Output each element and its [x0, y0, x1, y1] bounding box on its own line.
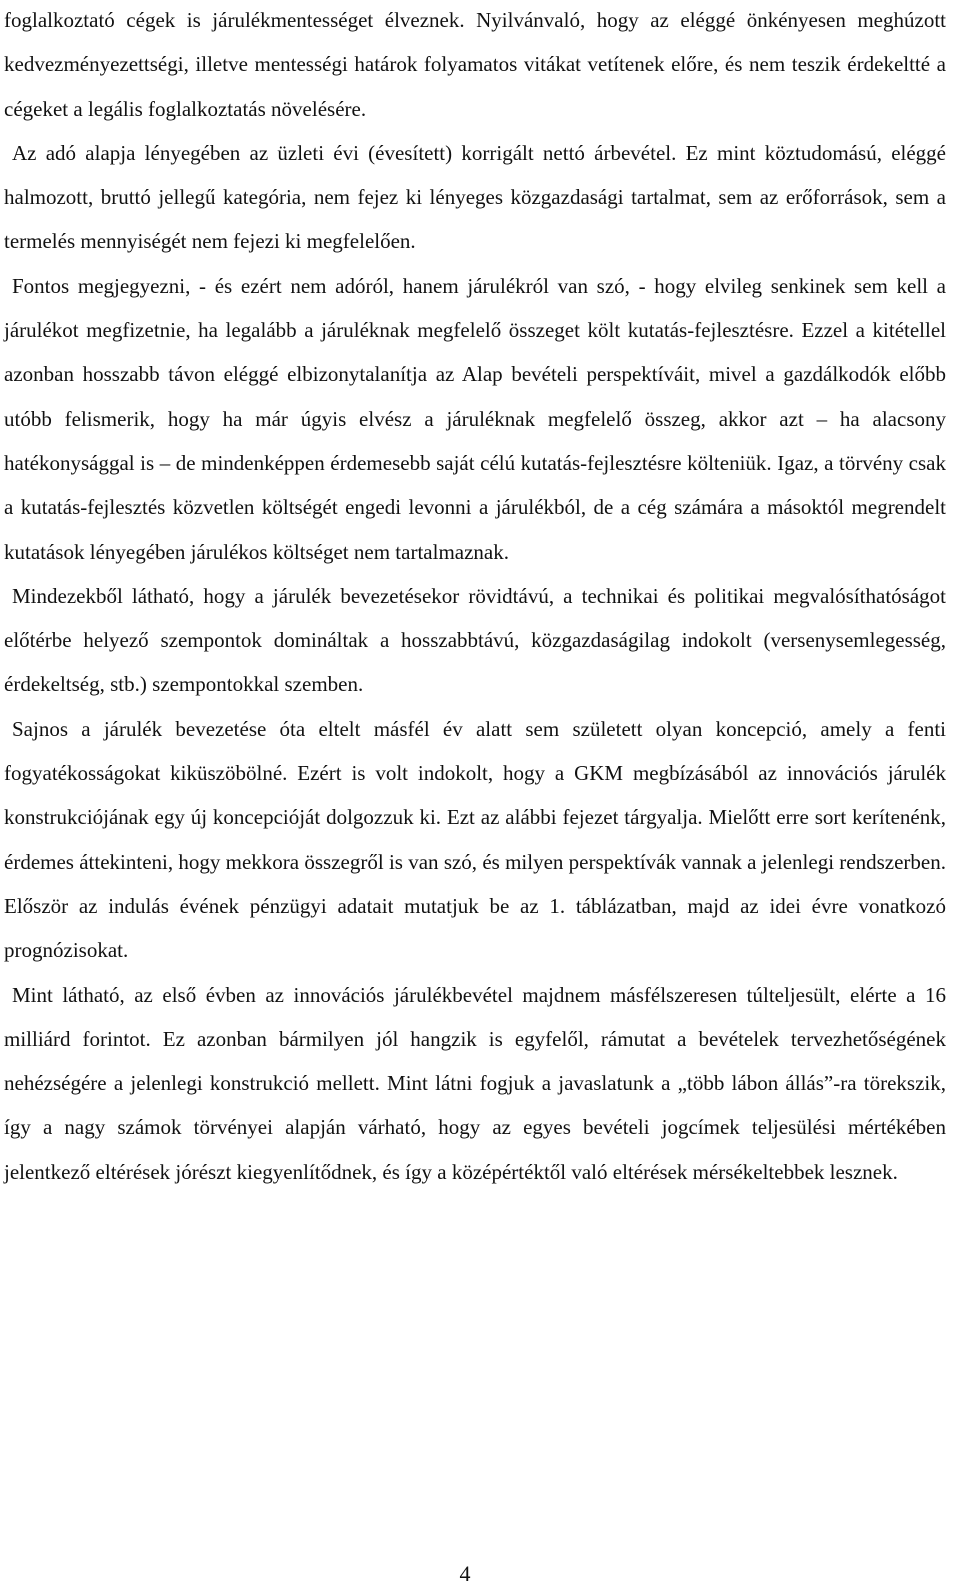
paragraph-4: Mindezekből látható, hogy a járulék bevezetésekor rövidtávú, a technikai és politikai megvalósíthatóságot előtérbe helyező szempontok domináltak a hosszabbtávú, közgazdaságilag indokolt (versenysemlegesség, érdekeltség, stb.) szempontokkal szemben. — [4, 583, 946, 697]
paragraph-3: Fontos megjegyezni, - és ezért nem adóról, hanem járulékról van szó, - hogy elvileg senkinek sem kell a járulékot megfizetnie, ha legalább a járuléknak megfelelő összeget költ kutatás-fejlesztésre. Ezzel a kitétellel azonban hosszabb távon eléggé elbizonytalanítja az Alap bevételi perspektíváit, mivel a gazdálkodók előbb utóbb felismerik, hogy ha már úgyis elvész a járuléknak megfelelő összeg, akkor azt – ha alacsony hatékonysággal is – de mindenképpen érdemesebb saját célú kutatás-fejlesztésre költeniük. Igaz, a törvény csak a kutatás-fejlesztés közvetlen költségét engedi levonni a járulékból, de a cég számára a másoktól megrendelt kutatások lényegében járulékos költséget nem tartalmaznak. — [4, 273, 946, 564]
page-number: 4 — [459, 1561, 471, 1586]
paragraph-1: foglalkoztató cégek is járulékmentességet élveznek. Nyilvánvaló, hogy az eléggé önkényesen meghúzott kedvezményezettségi, illetve mentességi határok folyamatos vitákat vetítenek előre, és nem teszik érdekeltté a cégeket a legális foglalkoztatás növelésére. — [4, 8, 946, 121]
paragraph-2: Az adó alapja lényegében az üzleti évi (évesített) korrigált nettó árbevétel. Ez mint köztudomású, eléggé halmozott, bruttó jellegű kategória, nem fejez ki lényeges közgazdasági tartalmat, sem az erőforrások, sem a termelés mennyiségét nem fejezi ki megfelelően. — [4, 140, 946, 254]
paragraph-6: Mint látható, az első évben az innovációs járulékbevétel majdnem másfélszeresen túlteljesült, elérte a 16 milliárd forintot. Ez azonban bármilyen jól hangzik is egyfelől, rámutat a bevételek tervezhetőségének nehézségére a jelenlegi konstrukció mellett. Mint látni fogjuk a javaslatunk a „több lábon állás”-ra törekszik, így a nagy számok törvényei alapján várható, hogy az egyes bevételi jogcímek teljesülési mértékében jelentkező eltérések jórészt kiegyenlítődnek, és így a középértéktől való eltérések mérsékeltebbek lesznek. — [4, 982, 946, 1184]
paragraph-5: Sajnos a járulék bevezetése óta eltelt másfél év alatt sem született olyan koncepció, amely a fenti fogyatékosságokat kiküszöbölné. Ezért is volt indokolt, hogy a GKM megbízásából az innovációs járulék konstrukciójának egy új koncepcióját dolgozzuk ki. Ezt az alábbi fejezet tárgyalja. Mielőtt erre sort kerítenénk, érdemes áttekinteni, hogy mekkora összegről is van szó, és milyen perspektívák vannak a jelenlegi rendszerben. Először az indulás évének pénzügyi adatait mutatjuk be az 1. táblázatban, majd az idei évre vonatkozó prognózisokat. — [4, 716, 946, 963]
document-body — [4, 0, 946, 1194]
